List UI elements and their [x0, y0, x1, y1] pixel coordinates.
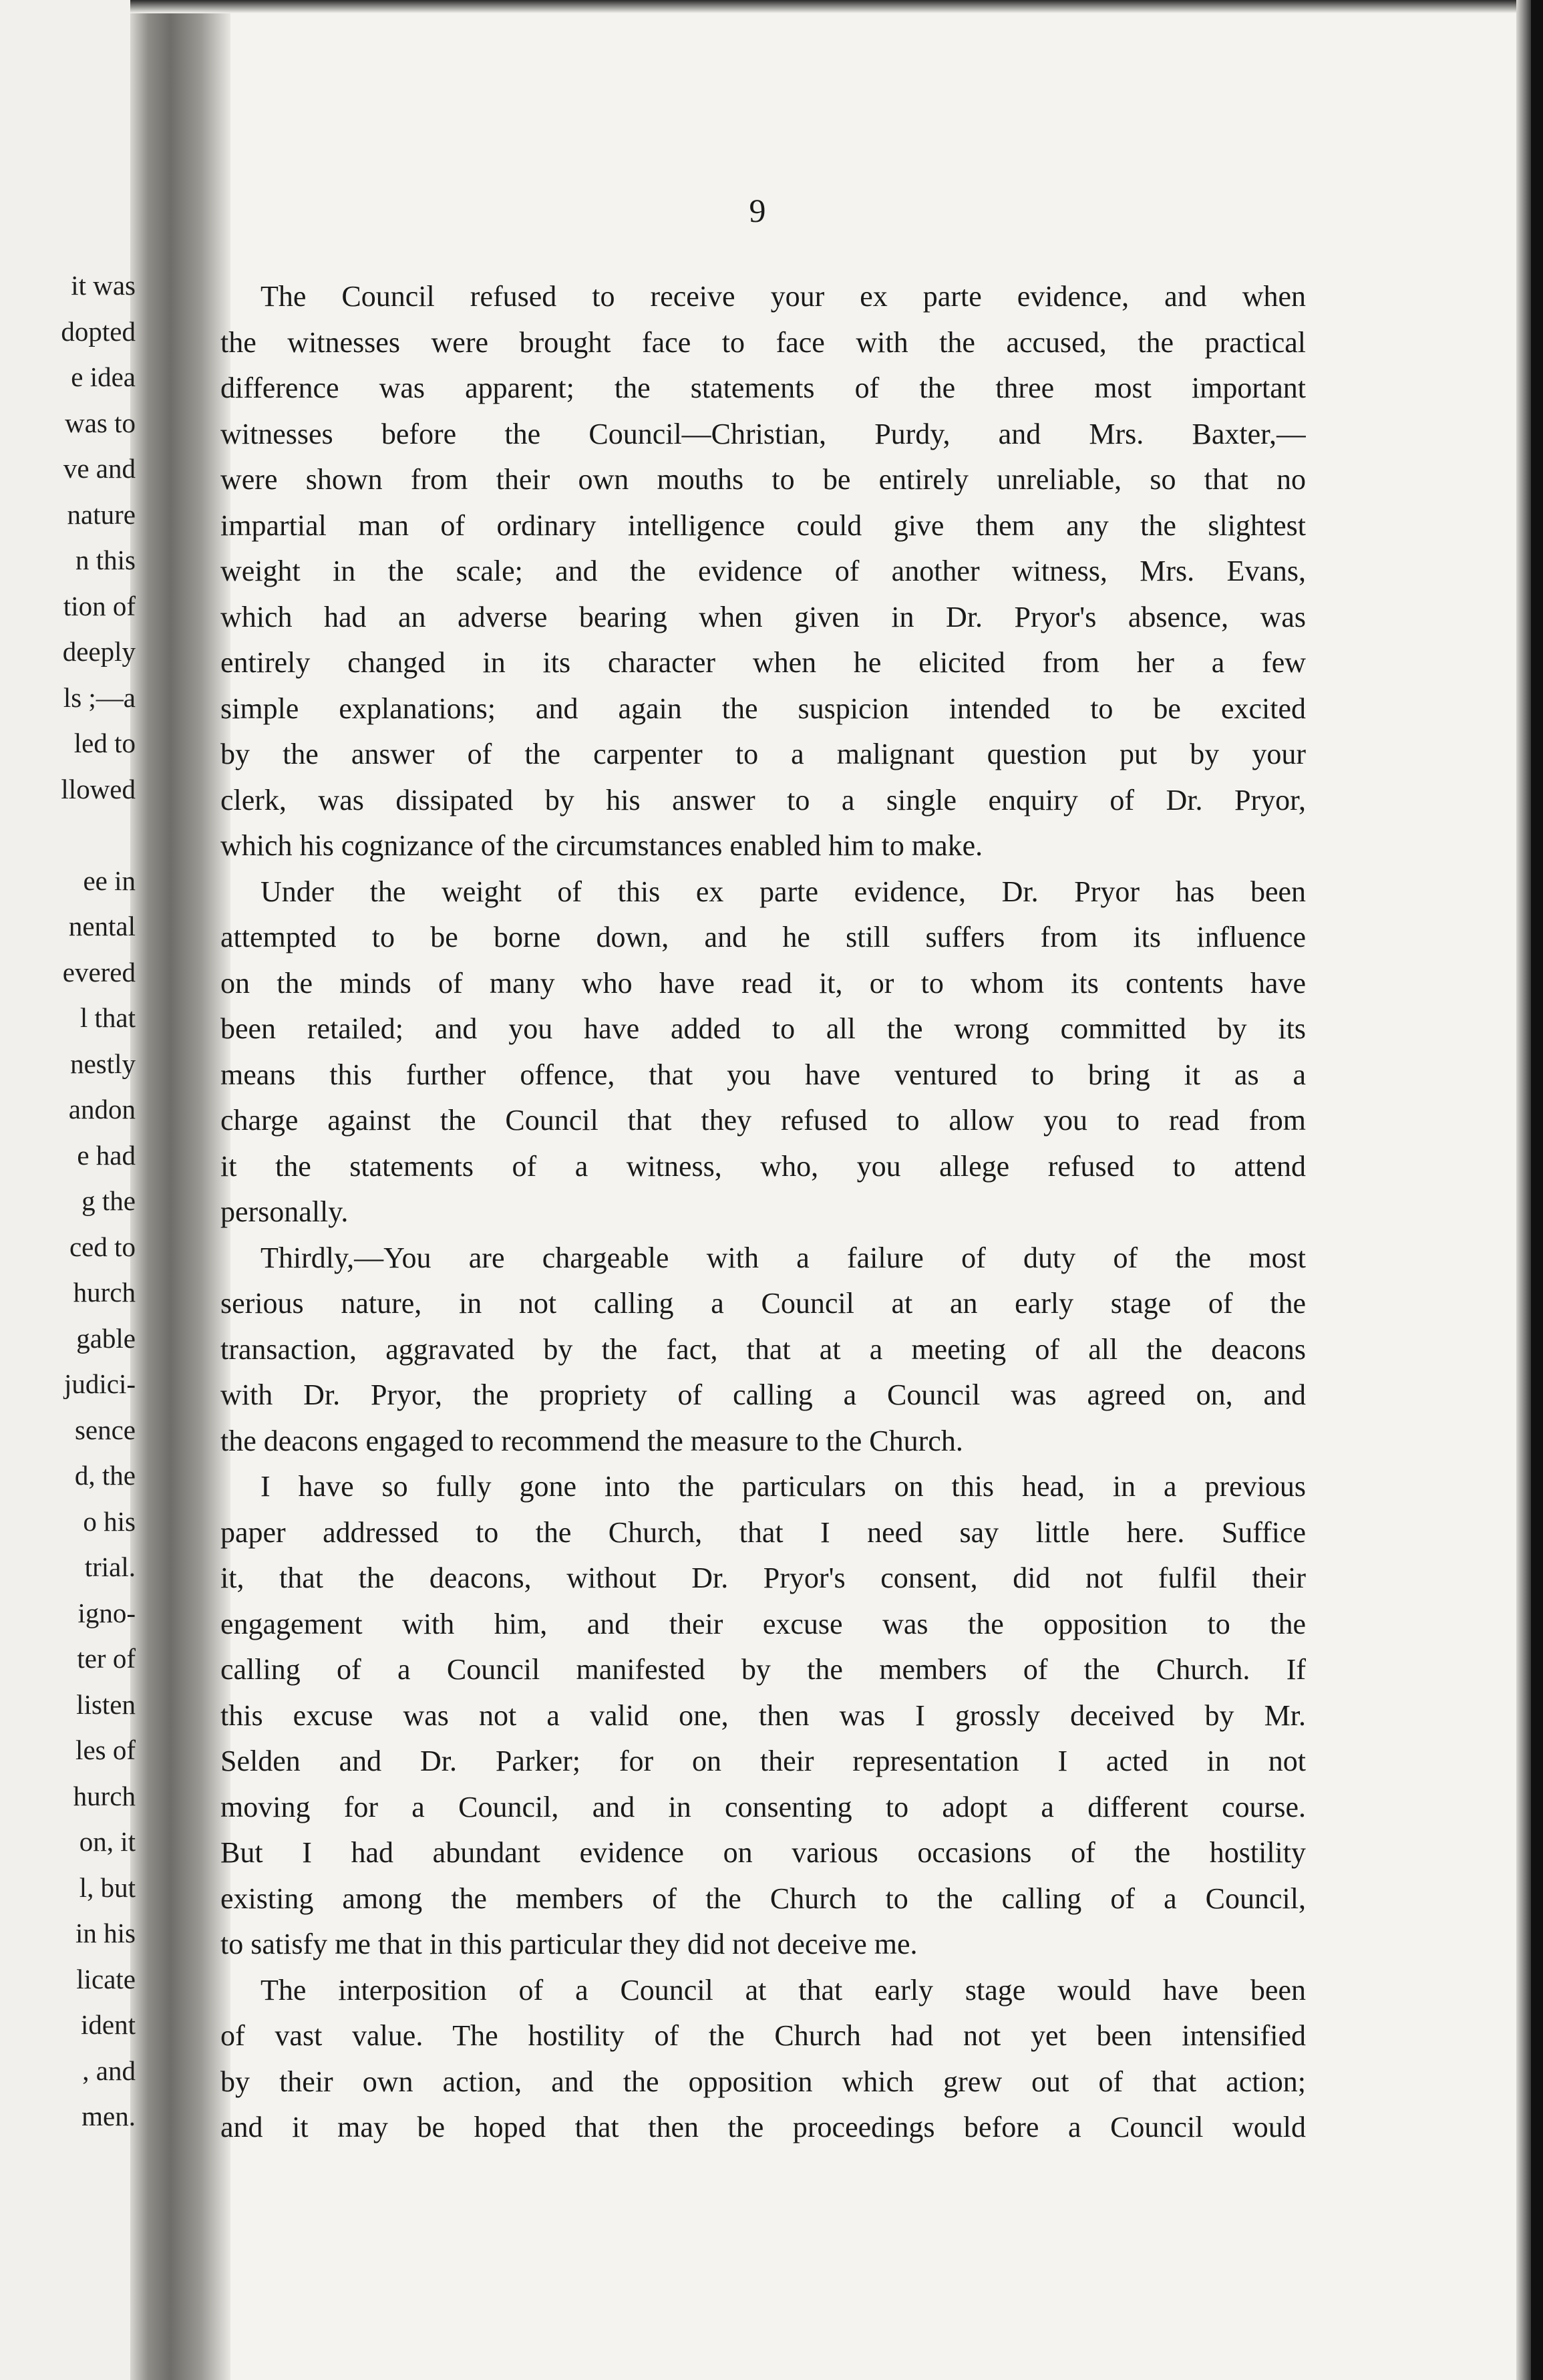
text-line: attempted to be borne down, and he still suffers from its influence	[220, 921, 1306, 953]
facing-page-line: ter of	[77, 1643, 136, 1674]
facing-page-line: sence	[74, 1414, 136, 1445]
text-line: means this further offence, that you have ventured to bring it as a	[220, 1058, 1306, 1091]
page-number: 9	[749, 192, 766, 229]
facing-page-line: deeply	[62, 636, 136, 667]
text-line: it the statements of a witness, who, you allege refused to attend	[220, 1149, 1306, 1183]
text-line: paper addressed to the Church, that I need say little here. Suffice	[220, 1515, 1306, 1549]
facing-page-line: licate	[76, 1963, 136, 1994]
facing-page-line: , and	[82, 2055, 136, 2086]
facing-page-line: nestly	[70, 1048, 136, 1079]
facing-page-line: ee in	[83, 865, 136, 896]
facing-page-line: andon	[68, 1094, 136, 1125]
top-scan-shadow	[130, 0, 1531, 13]
text-line: Selden and Dr. Parker; for on their representation I acted in not	[220, 1745, 1306, 1777]
facing-page-line: l that	[79, 1002, 136, 1033]
facing-page-line: nature	[67, 498, 136, 530]
facing-page-line: on, it	[79, 1826, 136, 1857]
facing-page-line: ls ;—a	[63, 682, 136, 713]
facing-page-line: n this	[75, 545, 136, 575]
text-line: which his cognizance of the circumstances enabled him to make.	[220, 829, 983, 862]
facing-page-line: it was	[71, 270, 136, 301]
text-line: by their own action, and the opposition which grew out of that action;	[220, 2065, 1306, 2098]
facing-page-line: ve and	[63, 453, 136, 484]
facing-page-line: ced to	[69, 1231, 136, 1262]
facing-page-line: o his	[83, 1505, 136, 1537]
facing-page-line: led to	[73, 728, 136, 758]
facing-page-line: evered	[62, 956, 136, 988]
text-line: witnesses before the Council—Christian, Purdy, and Mrs. Baxter,—	[220, 417, 1306, 450]
text-line: transaction, aggravated by the fact, that at a meeting of all the deacons	[220, 1332, 1306, 1366]
facing-page-line: nental	[68, 911, 136, 941]
text-line: this excuse was not a valid one, then was I grossly deceived by Mr.	[220, 1698, 1306, 1732]
text-line: engagement with him, and their excuse was the opposition to the	[220, 1607, 1306, 1640]
text-line: But I had abundant evidence on various occasions of the hostility	[220, 1836, 1306, 1869]
facing-page-line: d, the	[74, 1460, 136, 1491]
text-line: been retailed; and you have added to all the wrong committed by its	[220, 1012, 1306, 1045]
right-scan-edge	[1516, 0, 1531, 2380]
text-line: Under the weight of this ex parte evidence, Dr. Pryor has been	[261, 875, 1306, 908]
book-gutter-shadow	[130, 0, 230, 2380]
text-line: entirely changed in its character when he elicited from her a few	[220, 646, 1306, 679]
text-line: charge against the Council that they refused to allow you to read from	[220, 1104, 1306, 1137]
text-line: I have so fully gone into the particulars on this head, in a previous	[261, 1470, 1306, 1503]
facing-page-line: trial.	[84, 1551, 136, 1582]
facing-page-line: e had	[77, 1139, 136, 1171]
facing-page-line: tion of	[63, 590, 136, 621]
facing-page-line: gable	[76, 1322, 136, 1354]
text-line: clerk, was dissipated by his answer to a single enquiry of Dr. Pryor,	[220, 783, 1306, 816]
text-line: Thirdly,—You are chargeable with a failure of duty of the most	[261, 1241, 1306, 1274]
facing-page-line: igno-	[77, 1597, 136, 1628]
facing-page-line: hurch	[73, 1780, 136, 1811]
facing-page-line: was to	[65, 407, 136, 438]
text-line: difference was apparent; the statements of the three most important	[220, 371, 1306, 404]
text-line: moving for a Council, and in consenting to adopt a different course.	[220, 1790, 1306, 1823]
facing-page-line: listen	[76, 1688, 136, 1720]
text-line: were shown from their own mouths to be entirely unreliable, so that no	[220, 463, 1306, 496]
text-line: and it may be hoped that then the proceedings before a Council would	[220, 2111, 1306, 2143]
facing-page-line: les of	[75, 1735, 136, 1765]
text-line: the witnesses were brought face to face with the accused, the practical	[220, 325, 1306, 359]
text-line: personally.	[220, 1195, 349, 1228]
facing-page-line: ident	[81, 2009, 136, 2040]
text-line: simple explanations; and again the suspicion intended to be excited	[220, 692, 1306, 725]
facing-page-line: dopted	[61, 315, 136, 347]
facing-page-line: hurch	[73, 1277, 136, 1308]
text-line: by the answer of the carpenter to a malignant question put by your	[220, 738, 1306, 770]
facing-page-line: e idea	[71, 361, 136, 392]
facing-page-line: in his	[75, 1918, 136, 1948]
facing-page-line: llowed	[61, 773, 136, 804]
text-line: the deacons engaged to recommend the measure to the Church.	[220, 1424, 963, 1457]
text-line: with Dr. Pryor, the propriety of calling a Council was agreed on, and	[220, 1378, 1306, 1411]
text-line: The interposition of a Council at that early stage would have been	[261, 1973, 1306, 2006]
facing-page-line	[5, 812, 136, 858]
text-line: it, that the deacons, without Dr. Pryor's consent, did not fulfil their	[220, 1561, 1306, 1594]
text-line: calling of a Council manifested by the members of the Church. If	[220, 1653, 1306, 1686]
facing-page-line: men.	[81, 2101, 136, 2131]
text-line: The Council refused to receive your ex parte evidence, and when	[261, 280, 1306, 313]
text-line: of vast value. The hostility of the Church had not yet been intensified	[220, 2019, 1306, 2052]
text-line: weight in the scale; and the evidence of another witness, Mrs. Evans,	[220, 555, 1306, 587]
text-line: existing among the members of the Church to the calling of a Council,	[220, 1882, 1306, 1915]
facing-page-line: judici-	[63, 1368, 136, 1399]
facing-page-line: g the	[81, 1185, 136, 1216]
facing-page-line: l, but	[79, 1872, 136, 1903]
text-line: to satisfy me that in this particular they did not deceive me.	[220, 1928, 918, 1960]
text-line: impartial man of ordinary intelligence could give them any the slightest	[220, 508, 1306, 542]
text-line: which had an adverse bearing when given in Dr. Pryor's absence, was	[220, 600, 1306, 633]
text-line: serious nature, in not calling a Council at an early stage of the	[220, 1287, 1306, 1320]
text-line: on the minds of many who have read it, or to whom its contents have	[220, 966, 1306, 1000]
